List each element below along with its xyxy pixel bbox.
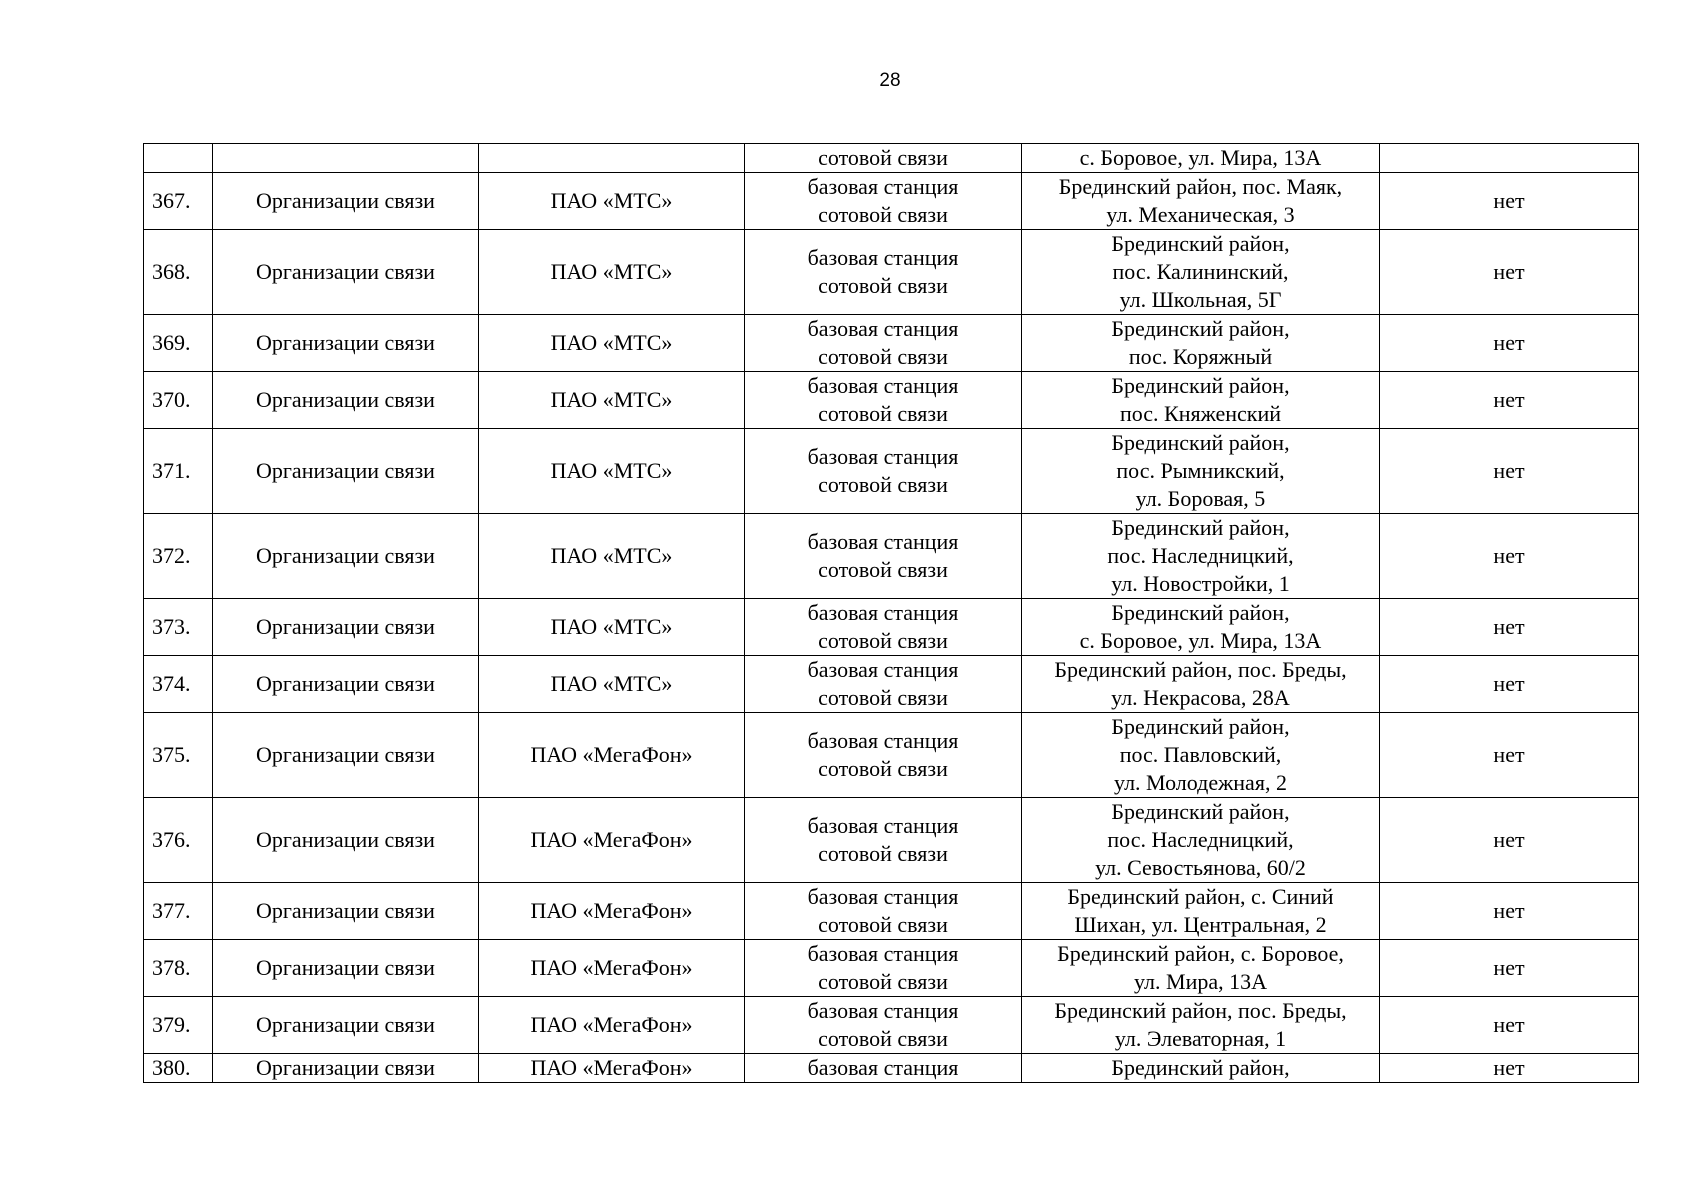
note-cell: нет — [1380, 514, 1639, 599]
object-cell-line: сотовой связи — [818, 145, 948, 170]
object-cell-line: сотовой связи — [818, 273, 948, 298]
address-cell-line: Брединский район, — [1111, 799, 1290, 824]
category-cell: Организации связи — [213, 599, 479, 656]
address-cell-line: Брединский район, пос. Маяк, — [1058, 174, 1343, 199]
row-number: 375. — [144, 713, 213, 798]
page-header — [0, 70, 1698, 92]
organization-cell: ПАО «МегаФон» — [479, 1054, 745, 1083]
address-cell-line: Брединский район, пос. Бреды, — [1054, 998, 1347, 1023]
object-cell — [745, 230, 1022, 315]
category-cell: Организации связи — [213, 173, 479, 230]
object-cell-line: сотовой связи — [818, 685, 948, 710]
organization-cell: ПАО «МегаФон» — [479, 713, 745, 798]
category-cell: Организации связи — [213, 1054, 479, 1083]
category-cell: Организации связи — [213, 883, 479, 940]
object-cell — [745, 173, 1022, 230]
note-cell — [1380, 144, 1639, 173]
object-cell — [745, 514, 1022, 599]
address-cell-line: Брединский район, — [1111, 373, 1290, 398]
row-number: 370. — [144, 372, 213, 429]
address-cell — [1022, 599, 1380, 656]
note-cell: нет — [1380, 883, 1639, 940]
continuation-row — [144, 144, 1639, 173]
category-cell: Организации связи — [213, 514, 479, 599]
register-table — [143, 143, 1639, 1083]
row-number: 372. — [144, 514, 213, 599]
object-cell-line: базовая станция — [807, 884, 959, 909]
object-cell — [745, 798, 1022, 883]
object-cell-line: базовая станция — [807, 998, 959, 1023]
row-number: 368. — [144, 230, 213, 315]
address-cell-line: Брединский район, — [1111, 600, 1290, 625]
row-number — [144, 144, 213, 173]
table-row — [144, 372, 1639, 429]
object-cell — [745, 1054, 1022, 1083]
address-cell-line: с. Боровое, ул. Мира, 13А — [1079, 628, 1322, 653]
table-row — [144, 713, 1639, 798]
address-cell — [1022, 713, 1380, 798]
organization-cell: ПАО «МегаФон» — [479, 798, 745, 883]
address-cell-line: Брединский район, — [1111, 231, 1290, 256]
address-cell-line: Брединский район, — [1111, 515, 1290, 540]
object-cell-line: сотовой связи — [818, 557, 948, 582]
address-cell-line: ул. Молодежная, 2 — [1114, 770, 1287, 795]
object-cell-line: сотовой связи — [818, 344, 948, 369]
object-cell — [745, 599, 1022, 656]
organization-cell: ПАО «МегаФон» — [479, 940, 745, 997]
row-number: 374. — [144, 656, 213, 713]
category-cell: Организации связи — [213, 429, 479, 514]
address-cell-line: пос. Павловский, — [1119, 742, 1282, 767]
table-row — [144, 883, 1639, 940]
organization-cell: ПАО «МТС» — [479, 514, 745, 599]
object-cell — [745, 144, 1022, 173]
row-number: 371. — [144, 429, 213, 514]
object-cell-line: базовая станция — [807, 813, 959, 838]
address-cell-line: Брединский район, пос. Бреды, — [1054, 657, 1347, 682]
note-cell: нет — [1380, 940, 1639, 997]
address-cell-line: Брединский район, с. Боровое, — [1057, 941, 1344, 966]
address-cell — [1022, 798, 1380, 883]
address-cell-line: ул. Боровая, 5 — [1135, 486, 1266, 511]
address-cell-line: Брединский район, — [1111, 1055, 1290, 1080]
table-row — [144, 656, 1639, 713]
row-number: 376. — [144, 798, 213, 883]
object-cell-line: сотовой связи — [818, 841, 948, 866]
object-cell-line: базовая станция — [807, 529, 959, 554]
address-cell — [1022, 883, 1380, 940]
address-cell-line: пос. Наследницкий, — [1107, 543, 1294, 568]
row-number: 380. — [144, 1054, 213, 1083]
address-cell-line: с. Боровое, ул. Мира, 13А — [1079, 145, 1322, 170]
category-cell: Организации связи — [213, 997, 479, 1054]
category-cell: Организации связи — [213, 372, 479, 429]
object-cell — [745, 429, 1022, 514]
table-row — [144, 599, 1639, 656]
row-number: 373. — [144, 599, 213, 656]
row-number: 369. — [144, 315, 213, 372]
object-cell-line: сотовой связи — [818, 202, 948, 227]
note-cell: нет — [1380, 315, 1639, 372]
address-cell-line: пос. Наследницкий, — [1107, 827, 1294, 852]
address-cell-line: ул. Элеваторная, 1 — [1114, 1026, 1287, 1051]
category-cell: Организации связи — [213, 940, 479, 997]
address-cell — [1022, 230, 1380, 315]
category-cell — [213, 144, 479, 173]
note-cell: нет — [1380, 656, 1639, 713]
row-number: 377. — [144, 883, 213, 940]
category-cell: Организации связи — [213, 656, 479, 713]
category-cell: Организации связи — [213, 798, 479, 883]
organization-cell — [479, 144, 745, 173]
note-cell: нет — [1380, 997, 1639, 1054]
address-cell-line: ул. Механическая, 3 — [1106, 202, 1295, 227]
category-cell: Организации связи — [213, 230, 479, 315]
organization-cell: ПАО «МТС» — [479, 230, 745, 315]
address-cell-line: пос. Калининский, — [1112, 259, 1289, 284]
object-cell-line: базовая станция — [807, 245, 959, 270]
organization-cell: ПАО «МегаФон» — [479, 997, 745, 1054]
object-cell-line: сотовой связи — [818, 969, 948, 994]
organization-cell: ПАО «МТС» — [479, 599, 745, 656]
object-cell-line: базовая станция — [807, 941, 959, 966]
row-number: 367. — [144, 173, 213, 230]
organization-cell: ПАО «МТС» — [479, 372, 745, 429]
organization-cell: ПАО «МТС» — [479, 429, 745, 514]
table-row — [144, 315, 1639, 372]
organization-cell: ПАО «МТС» — [479, 173, 745, 230]
object-cell-line: сотовой связи — [818, 756, 948, 781]
address-cell — [1022, 940, 1380, 997]
row-number: 379. — [144, 997, 213, 1054]
address-cell-line: ул. Севостьянова, 60/2 — [1095, 855, 1306, 880]
address-cell-line: Брединский район, — [1111, 316, 1290, 341]
object-cell-line: базовая станция — [807, 373, 959, 398]
table-row — [144, 997, 1639, 1054]
address-cell-line: пос. Рымникский, — [1116, 458, 1285, 483]
category-cell: Организации связи — [213, 315, 479, 372]
address-cell-line: Брединский район, — [1111, 430, 1290, 455]
address-cell-line: Брединский район, — [1111, 714, 1290, 739]
object-cell-line: сотовой связи — [818, 1026, 948, 1051]
note-cell: нет — [1380, 599, 1639, 656]
note-cell: нет — [1380, 713, 1639, 798]
note-cell: нет — [1380, 798, 1639, 883]
note-cell: нет — [1380, 173, 1639, 230]
address-cell-line: ул. Новостройки, 1 — [1111, 571, 1290, 596]
note-cell: нет — [1380, 230, 1639, 315]
address-cell — [1022, 144, 1380, 173]
note-cell: нет — [1380, 1054, 1639, 1083]
object-cell-line: базовая станция — [807, 444, 959, 469]
table-row — [144, 798, 1639, 883]
address-cell-line: Шихан, ул. Центральная, 2 — [1074, 912, 1327, 937]
table-row — [144, 940, 1639, 997]
category-cell: Организации связи — [213, 713, 479, 798]
address-cell — [1022, 429, 1380, 514]
object-cell — [745, 997, 1022, 1054]
address-cell-line: ул. Некрасова, 28А — [1111, 685, 1290, 710]
object-cell-line: базовая станция — [807, 316, 959, 341]
address-cell — [1022, 372, 1380, 429]
address-cell — [1022, 656, 1380, 713]
object-cell — [745, 940, 1022, 997]
object-cell-line: сотовой связи — [818, 912, 948, 937]
page-number: 28 — [879, 70, 901, 91]
object-cell-line: базовая станция — [807, 600, 959, 625]
object-cell-line: базовая станция — [807, 728, 959, 753]
object-cell-line: сотовой связи — [818, 472, 948, 497]
row-number: 378. — [144, 940, 213, 997]
note-cell: нет — [1380, 372, 1639, 429]
table-row — [144, 1054, 1639, 1083]
object-cell — [745, 883, 1022, 940]
organization-cell: ПАО «МТС» — [479, 656, 745, 713]
object-cell-line: сотовой связи — [818, 628, 948, 653]
table-row — [144, 429, 1639, 514]
object-cell — [745, 372, 1022, 429]
object-cell — [745, 713, 1022, 798]
address-cell-line: пос. Коряжный — [1128, 344, 1273, 369]
address-cell-line: ул. Школьная, 5Г — [1119, 287, 1282, 312]
organization-cell: ПАО «МегаФон» — [479, 883, 745, 940]
table-row — [144, 514, 1639, 599]
address-cell-line: пос. Княженский — [1119, 401, 1282, 426]
object-cell — [745, 315, 1022, 372]
address-cell — [1022, 173, 1380, 230]
address-cell — [1022, 997, 1380, 1054]
organization-cell: ПАО «МТС» — [479, 315, 745, 372]
address-cell-line: Брединский район, с. Синий — [1067, 884, 1334, 909]
note-cell: нет — [1380, 429, 1639, 514]
address-cell — [1022, 1054, 1380, 1083]
object-cell-line: сотовой связи — [818, 401, 948, 426]
address-cell — [1022, 315, 1380, 372]
register-table-body — [144, 144, 1639, 1083]
address-cell — [1022, 514, 1380, 599]
object-cell-line: базовая станция — [807, 657, 959, 682]
object-cell-line: базовая станция — [807, 174, 959, 199]
address-cell-line: ул. Мира, 13А — [1134, 969, 1267, 994]
object-cell-line: базовая станция — [807, 1055, 959, 1080]
object-cell — [745, 656, 1022, 713]
table-row — [144, 230, 1639, 315]
table-row — [144, 173, 1639, 230]
